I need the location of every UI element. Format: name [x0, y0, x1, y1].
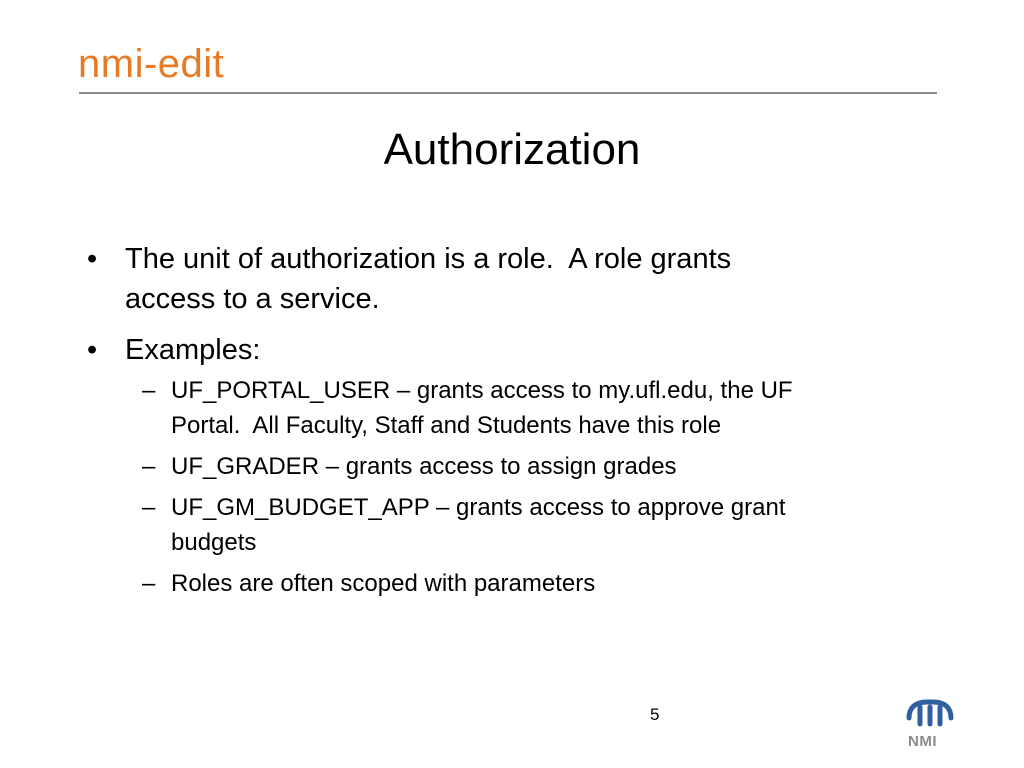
- sub-bullet-marker: –: [142, 453, 156, 480]
- brand-title: nmi-edit: [78, 42, 225, 86]
- sub-bullet-item: [142, 566, 952, 601]
- bullet-marker: •: [87, 243, 98, 275]
- page-number: 5: [650, 705, 660, 724]
- sub-bullet-marker: –: [142, 494, 156, 521]
- sub-bullet-item: [142, 373, 952, 443]
- sub-bullet-item: [142, 449, 952, 484]
- sub-bullet-marker: –: [142, 570, 156, 597]
- bullet-item: [87, 239, 867, 319]
- nmi-logo-text: NMI: [908, 733, 937, 750]
- sub-bullet-text: UF_PORTAL_USER – grants access to my.ufl.edu, the UF Portal. All Faculty, Staff and Students have this role: [171, 377, 793, 439]
- bullet-marker: •: [87, 334, 98, 366]
- bullet-item: [87, 330, 867, 370]
- sub-bullet-text: UF_GM_BUDGET_APP – grants access to approve grant budgets: [171, 494, 786, 556]
- sub-bullet-marker: –: [142, 377, 156, 404]
- slide-title: Authorization: [383, 125, 641, 174]
- bullet-text: The unit of authorization is a role. A role grants access to a service.: [125, 243, 732, 315]
- bullet-text: Examples:: [125, 334, 261, 366]
- sub-bullet-item: [142, 490, 952, 560]
- sub-bullet-text: Roles are often scoped with parameters: [171, 570, 596, 597]
- sub-bullet-text: UF_GRADER – grants access to assign grades: [171, 453, 677, 480]
